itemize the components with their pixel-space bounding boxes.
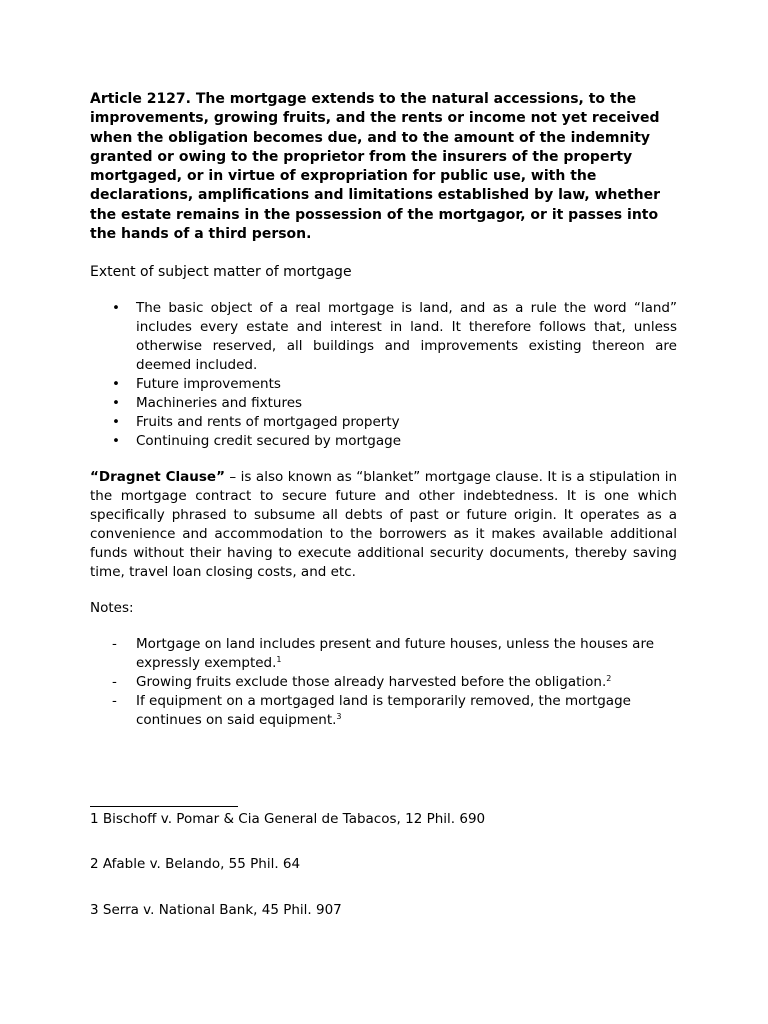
note-text: If equipment on a mortgaged land is temporarily removed, the mortgage continues on said equipment.	[136, 693, 631, 729]
bullet-icon: •	[112, 414, 120, 431]
dash-icon: -	[112, 674, 117, 691]
list-item	[90, 413, 677, 432]
dragnet-body: – is also known as “blanket” mortgage clause. It is a stipulation in the mortgage contract to secure future and other indebtedness. It is one which specifically phrased to subsume all debts of past or future origin. It operates as a convenience and accommodation to the borrowers as it makes available additional funds without their having to execute additional security documents, thereby saving time, travel loan closing costs, and etc.	[90, 469, 678, 581]
footnote-separator	[90, 806, 238, 807]
footnote-3: 3 Serra v. National Bank, 45 Phil. 907	[90, 902, 342, 918]
note-text: Mortgage on land includes present and future houses, unless the houses are expressly exempted.	[136, 636, 655, 672]
notes-label: Notes:	[90, 600, 134, 617]
note-item	[90, 692, 677, 730]
list-item	[90, 375, 677, 394]
dash-icon: -	[112, 693, 117, 710]
bullet-icon: •	[112, 395, 120, 412]
notes-list	[90, 635, 677, 730]
bullet-list	[90, 299, 677, 451]
footnote-2: 2 Afable v. Belando, 55 Phil. 64	[90, 856, 301, 872]
list-item	[90, 299, 677, 375]
list-item-text: Machineries and fixtures	[136, 395, 303, 412]
bullet-icon: •	[112, 376, 120, 393]
footnote-ref[interactable]: 1	[276, 655, 282, 665]
article-paragraph: Article 2127. The mortgage extends to the natural accessions, to the improvements, growing fruits, and the rents or income not yet received when the obligation becomes due, and to the amount of the indemnity granted or owing to the proprietor from the insurers of the property mortgaged, or in virtue of expropriation for public use, with the declarations, amplifications and limitations established by law, whether the estate remains in the possession of the mortgagor, or it passes into the hands of a third person.	[90, 91, 661, 243]
list-item-text: Fruits and rents of mortgaged property	[136, 414, 400, 431]
list-item-text: The basic object of a real mortgage is land, and as a rule the word “land” includes every estate and interest in land. It therefore follows that, unless otherwise reserved, all buildings and improvements existing thereon are deemed included.	[136, 300, 677, 374]
list-item-text: Future improvements	[136, 376, 281, 393]
dragnet-clause-paragraph	[90, 468, 677, 582]
footnote-ref[interactable]: 2	[606, 674, 612, 684]
document-body	[90, 90, 677, 730]
list-item-text: Continuing credit secured by mortgage	[136, 433, 402, 450]
note-text: Growing fruits exclude those already harvested before the obligation.	[136, 674, 607, 691]
footnote-1: 1 Bischoff v. Pomar & Cia General de Tabacos, 12 Phil. 690	[90, 811, 486, 827]
bullet-icon: •	[112, 300, 120, 317]
bullet-icon: •	[112, 433, 120, 450]
footnote-ref[interactable]: 3	[336, 712, 342, 722]
dash-icon: -	[112, 636, 117, 653]
dragnet-term: “Dragnet Clause”	[90, 469, 225, 486]
list-item	[90, 432, 677, 451]
list-item	[90, 394, 677, 413]
note-item	[90, 635, 677, 673]
note-item	[90, 673, 677, 692]
section-heading: Extent of subject matter of mortgage	[90, 264, 352, 281]
